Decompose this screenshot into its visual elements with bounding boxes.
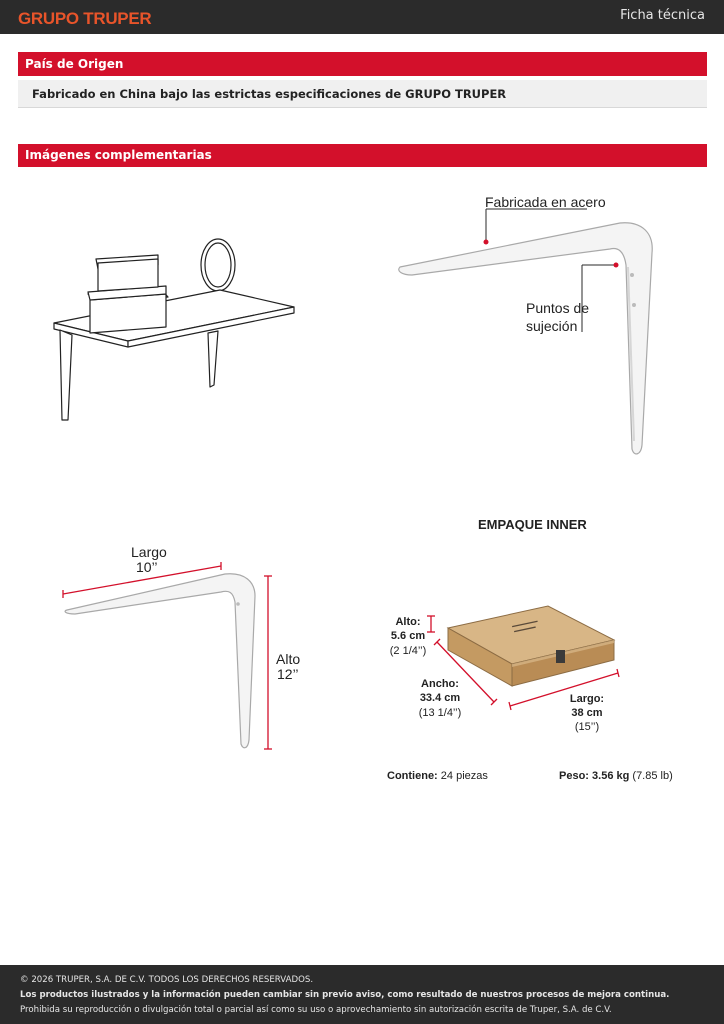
callout-mounting-line2: sujeción bbox=[526, 318, 578, 334]
package-ancho-label: Ancho: bbox=[421, 678, 459, 690]
package-weight bbox=[559, 770, 673, 782]
dimension-alto-value: 12’’ bbox=[277, 666, 299, 682]
document-type-label: Ficha técnica bbox=[620, 8, 705, 23]
contiene-value: 24 piezas bbox=[440, 770, 488, 782]
footer-legal: Prohibida su reproducción o divulgación total o parcial así como su uso o aprovechamiento sin autorización escrita de Truper, S.A. de C.V. bbox=[20, 1005, 612, 1015]
peso-value: 3.56 kg bbox=[592, 770, 630, 782]
peso-label: Peso: bbox=[559, 770, 589, 782]
package-alto-in: (2 1/4’’) bbox=[389, 645, 427, 657]
dimension-largo-label: Largo bbox=[131, 544, 167, 560]
bracket-image bbox=[390, 205, 670, 465]
dimension-alto-label: Alto bbox=[276, 651, 301, 667]
footer-notice: Los productos ilustrados y la información pueden cambiar sin previo aviso, como resultado de nuestros procesos de mejora continua. bbox=[20, 990, 670, 1000]
package-alto-cm: 5.6 cm bbox=[390, 630, 426, 642]
origin-text: Fabricado en China bajo las estrictas especificaciones de GRUPO TRUPER bbox=[32, 87, 507, 101]
package-largo-label: Largo: bbox=[569, 693, 605, 705]
callout-mounting-line1: Puntos de bbox=[526, 300, 590, 316]
dimension-largo-value: 10’’ bbox=[136, 559, 158, 575]
callout-material: Fabricada en acero bbox=[485, 194, 606, 210]
peso-lb: (7.85 lb) bbox=[632, 770, 673, 782]
package-ancho-cm: 33.4 cm bbox=[419, 692, 461, 704]
top-bar bbox=[0, 0, 724, 34]
section-title-origin: País de Origen bbox=[18, 52, 707, 76]
dimension-drawing bbox=[55, 560, 285, 760]
package-largo-in: (15’’) bbox=[574, 721, 600, 733]
brand-logo[interactable]: GRUPO TRUPER bbox=[18, 9, 152, 28]
section-title-images: Imágenes complementarias bbox=[18, 144, 707, 167]
package-alto-label: Alto: bbox=[395, 616, 421, 628]
footer bbox=[0, 965, 724, 1024]
contiene-label: Contiene: bbox=[387, 770, 438, 782]
package-title: EMPAQUE INNER bbox=[478, 517, 587, 532]
shelf-illustration bbox=[50, 235, 300, 425]
package-ancho-in: (13 1/4’’) bbox=[418, 707, 462, 719]
footer-copyright: © 2026 TRUPER, S.A. DE C.V. TODOS LOS DERECHOS RESERVADOS. bbox=[20, 975, 314, 985]
origin-row bbox=[18, 80, 707, 108]
package-contents bbox=[387, 770, 488, 782]
package-box-image bbox=[420, 600, 630, 712]
package-largo-cm: 38 cm bbox=[571, 707, 603, 719]
